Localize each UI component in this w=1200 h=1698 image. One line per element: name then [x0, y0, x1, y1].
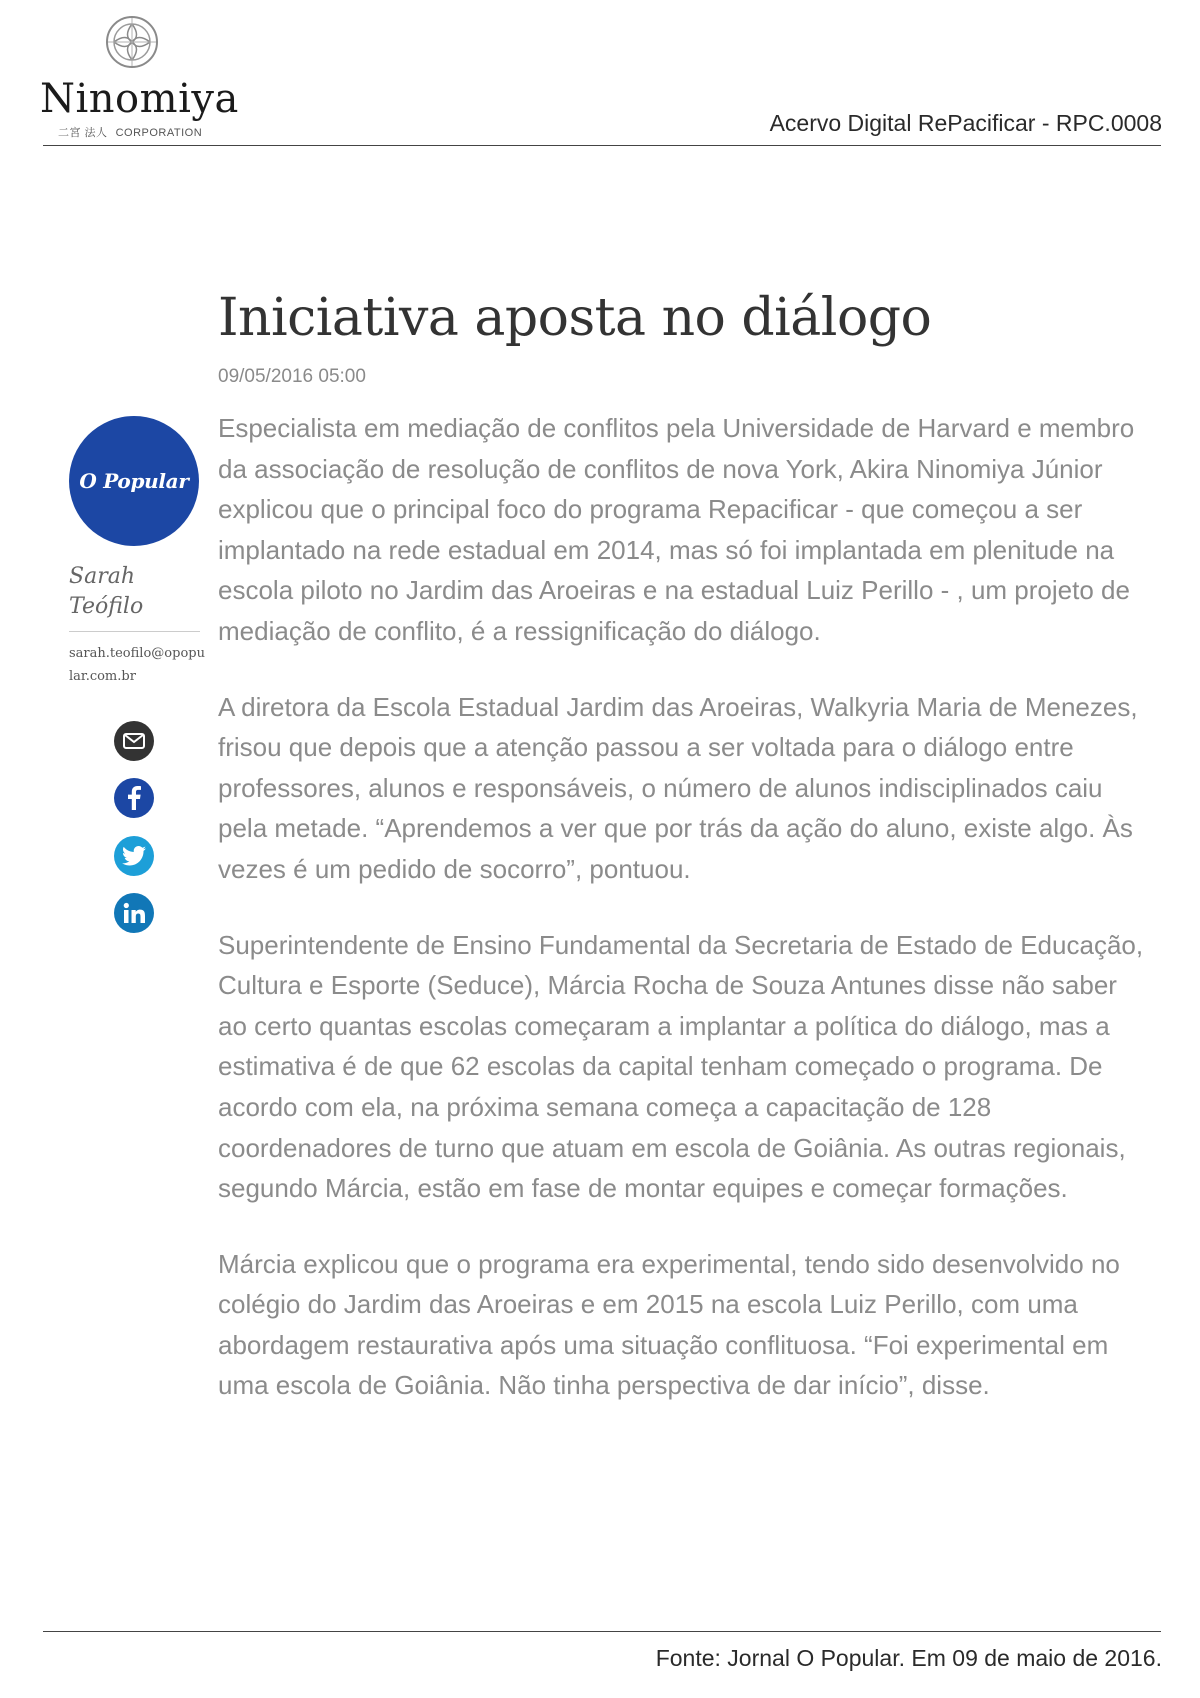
- author-divider: [69, 631, 200, 632]
- company-logo: [40, 14, 240, 144]
- footer-source: Fonte: Jornal O Popular. Em 09 de maio de 2016.: [655, 1645, 1162, 1671]
- author-email-link[interactable]: sarah.teofilo@opopular.com.br: [69, 646, 205, 684]
- logo-subtitle-text: CORPORATION: [115, 127, 203, 139]
- article-paragraph: Superintendente de Ensino Fundamental da Secretaria de Estado de Educação, Cultura e Esporte (Seduce), Márcia Rocha de Souza Antunes disse não saber ao certo quantas escolas começaram a implantar a política do diálogo, mas a estimativa é de que 62 escolas da capital tenham começado o programa. De acordo com ela, na próxima semana começa a capacitação de 128 coordenadores de turno que atuam em escola de Goiânia. As outras regionais, segundo Márcia, estão em fase de montar equipes e começar formações.: [218, 929, 1144, 1204]
- article-paragraph: A diretora da Escola Estadual Jardim das Aroeiras, Walkyria Maria de Menezes, frisou que depois que a atenção passou a ser voltada para o diálogo entre professores, alunos e responsáveis, o número de alunos indisciplinados caiu pela metade. “Aprendemos a ver que por trás da ação do aluno, existe algo. Às vezes é um pedido de socorro”, pontuou.: [218, 691, 1138, 884]
- logo-wordmark: Ninomiya: [40, 76, 239, 122]
- author-name: Sarah Teófilo: [69, 564, 144, 619]
- facebook-icon: [127, 786, 141, 810]
- article-paragraph: Especialista em mediação de conflitos pela Universidade de Harvard e membro da associação de resolução de conflitos de nova York, Akira Ninomiya Júnior explicou que o principal foco do programa Repacificar - que começou a ser implantado na rede estadual em 2014, mas só foi implantada em plenitude na escola piloto no Jardim das Aroeiras e na estadual Luiz Perillo - , um projeto de mediação de conflito, é a ressignificação do diálogo.: [218, 413, 1135, 646]
- share-email-button[interactable]: [114, 721, 154, 761]
- footer-divider: [43, 1631, 1161, 1632]
- logo-subtitle: [58, 124, 202, 140]
- article-date: 09/05/2016 05:00: [218, 366, 366, 387]
- share-linkedin-button[interactable]: [114, 893, 154, 933]
- article-body: [218, 408, 1144, 1441]
- o-popular-logo[interactable]: O Popular: [69, 416, 199, 546]
- header-divider: [43, 145, 1161, 146]
- article-title: Iniciativa aposta no diálogo: [218, 288, 932, 348]
- share-twitter-button[interactable]: [114, 836, 154, 876]
- logo-subtitle-cjk: 二宮 法人: [58, 127, 108, 139]
- envelope-icon: [123, 733, 145, 749]
- collection-label: Acervo Digital RePacificar - RPC.0008: [769, 110, 1162, 136]
- share-facebook-button[interactable]: [114, 778, 154, 818]
- ninomiya-emblem-icon: [104, 14, 160, 70]
- linkedin-icon: [123, 902, 145, 924]
- article-paragraph: Márcia explicou que o programa era experimental, tendo sido desenvolvido no colégio do Jardim das Aroeiras e em 2015 na escola Luiz Perillo, com uma abordagem restaurativa após uma situação conflituosa. “Foi experimental em uma escola de Goiânia. Não tinha perspectiva de dar início”, disse.: [218, 1248, 1120, 1401]
- twitter-icon: [122, 846, 146, 866]
